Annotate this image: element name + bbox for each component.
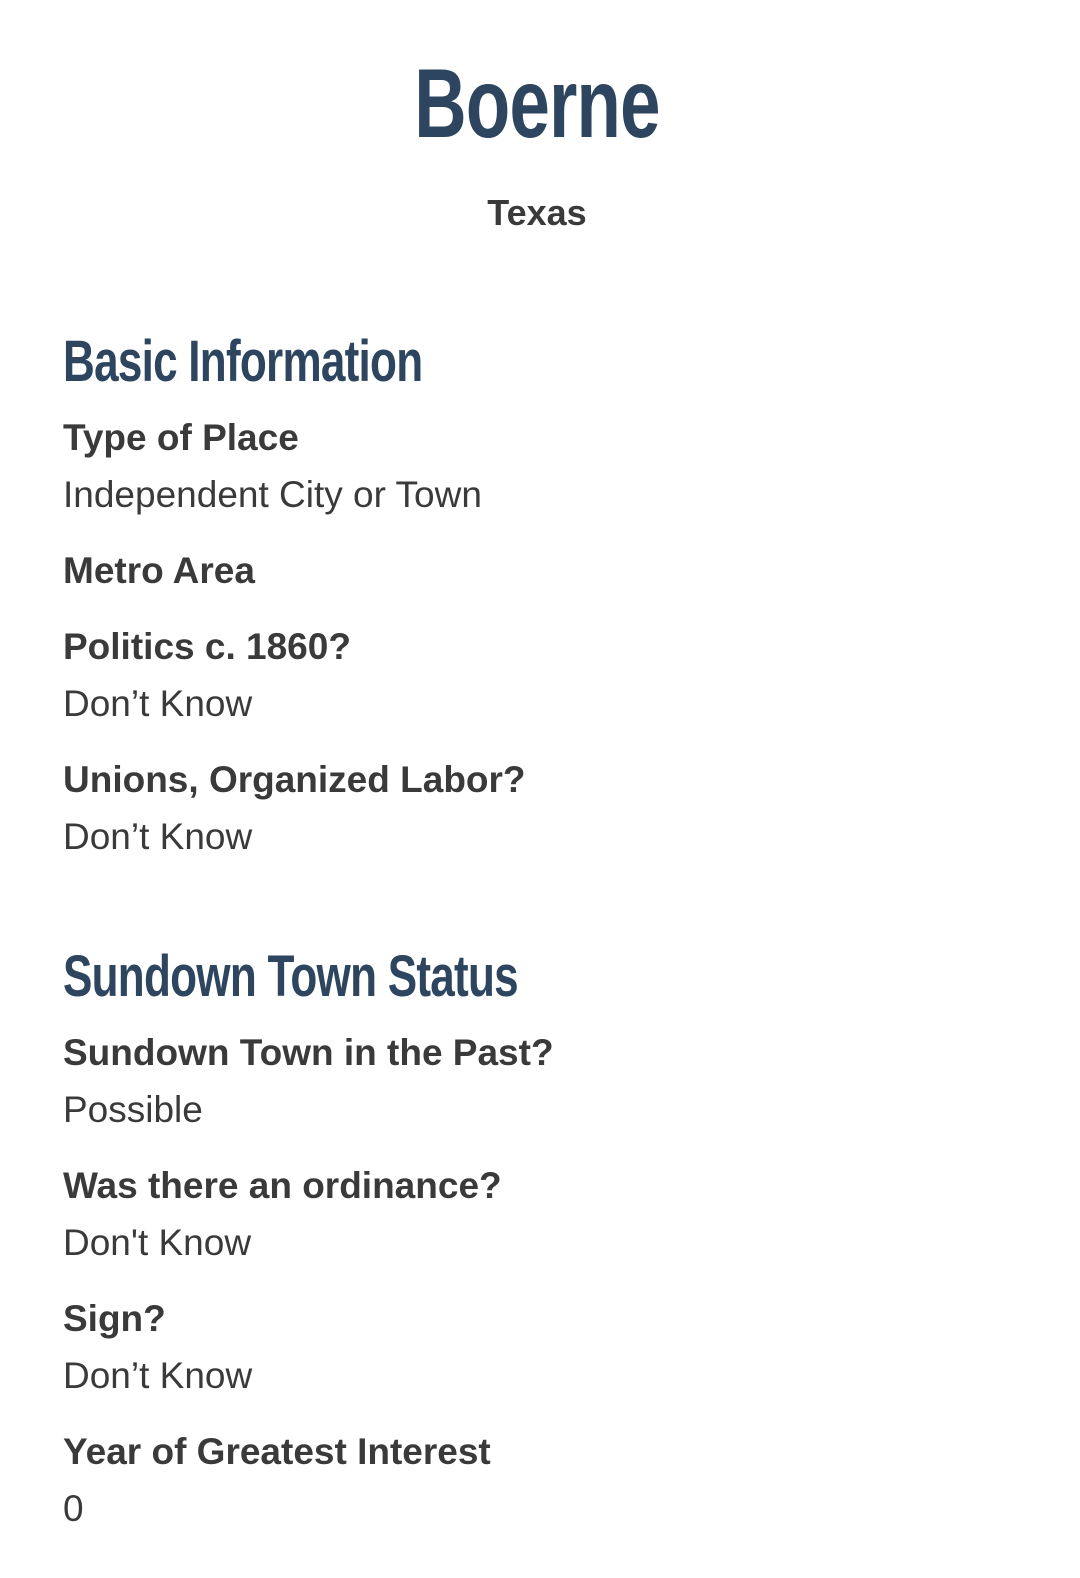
sign-label: Sign? [63,1298,166,1339]
page-title: Boerne [414,48,660,158]
metro-area-label: Metro Area [63,550,255,591]
state-subtitle: Texas [487,192,587,233]
politics-label: Politics c. 1860? [63,626,351,667]
politics-value: Don’t Know [63,683,253,724]
ordinance-value: Don't Know [63,1222,252,1263]
ordinance-label: Was there an ordinance? [63,1165,502,1206]
unions-value: Don’t Know [63,816,253,857]
type-of-place-label: Type of Place [63,417,299,458]
year-of-interest-value: 0 [63,1488,84,1529]
type-of-place-value: Independent City or Town [63,474,482,515]
sundown-past-label: Sundown Town in the Past? [63,1032,554,1073]
section-heading-basic-information: Basic Information [63,329,423,394]
section-heading-sundown-town-status: Sundown Town Status [63,944,518,1009]
sign-value: Don’t Know [63,1355,253,1396]
sundown-past-value: Possible [63,1089,203,1130]
year-of-interest-label: Year of Greatest Interest [63,1431,491,1472]
unions-label: Unions, Organized Labor? [63,759,526,800]
